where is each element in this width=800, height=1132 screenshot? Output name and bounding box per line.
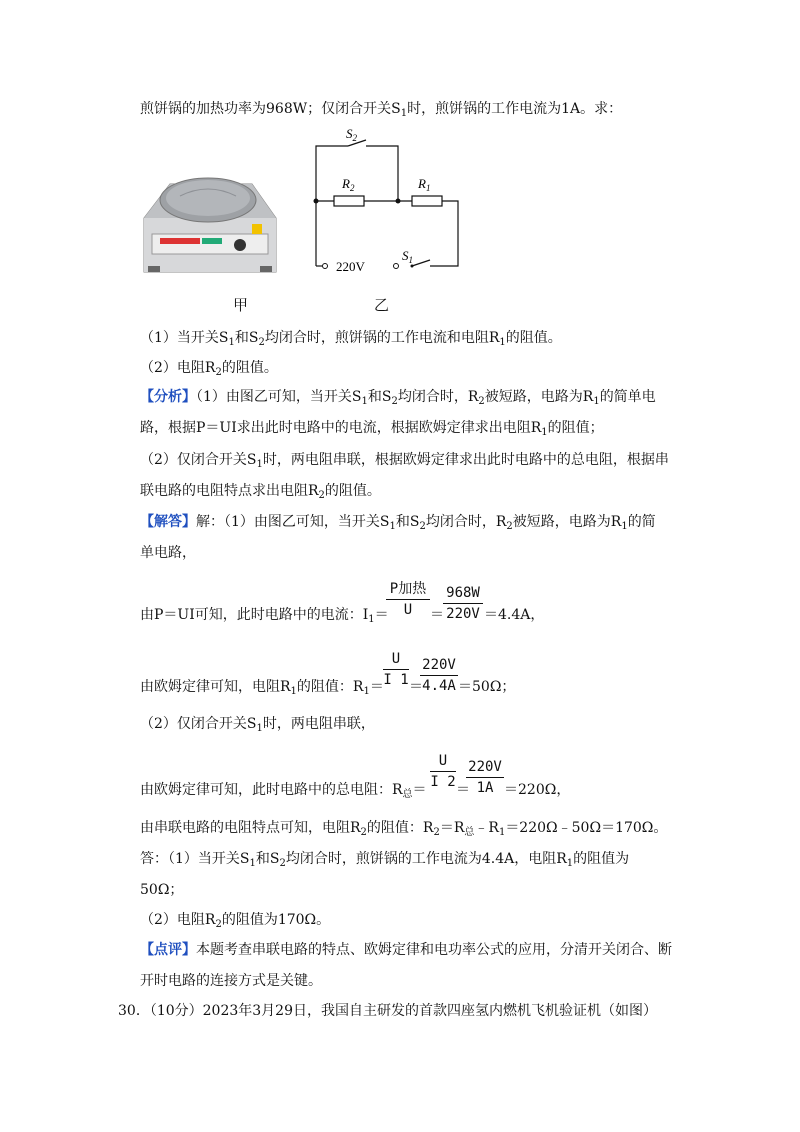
equation-total-eq: ＝: [456, 782, 470, 798]
equation-current: 由P＝UI可知，此时电路中的电流：$I_1=$: [140, 607, 389, 625]
comment-tag: 【点评】: [140, 942, 196, 958]
question-1: （1）当开关$S_1$和$S_2$均闭合时，煎饼锅的工作电流和电阻$R_1$的阻值。: [140, 330, 562, 348]
caption-jia: 甲: [233, 296, 249, 314]
answer-line-3: （2）电阻$R_2$的阻值为170Ω。: [140, 912, 331, 930]
analysis-tag: 【分析】: [140, 389, 196, 405]
analysis-line-4: 联电路的电阻特点求出电阻$R_2$的阻值。: [140, 483, 381, 501]
analysis-line-3: （2）仅闭合开关$S_1$时，两电阻串联，根据欧姆定律求出此时电路中的总电阻，根据串: [140, 452, 669, 470]
crepe-pan-image: [140, 160, 282, 278]
fraction-p-over-u: P加热 U: [386, 580, 430, 619]
equation-total-result: ＝220Ω，: [504, 782, 571, 798]
analysis-line-1: 【分析】（1）由图乙可知，当开关$S_1$和$S_2$均闭合时，$R_2$被短路，电路为$R_1$的简单电: [140, 389, 656, 407]
fraction-u-over-i2: U I 2: [430, 753, 456, 790]
solution-line-2: 单电路，: [140, 545, 196, 561]
fraction-220v-1a: 220V 1A: [466, 758, 504, 797]
equation-r1: 由欧姆定律可知，电阻$R_1$的阻值：$R_1=$: [140, 679, 384, 697]
fraction-220v-4-4a: 220V 4.4A: [420, 656, 458, 695]
equation-total-resistance: 由欧姆定律可知，此时电路中的总电阻：$R_总=$: [140, 782, 427, 800]
fraction-968w-220v: 968W 220V: [443, 584, 483, 623]
equation-current-result: ＝4.4A，: [484, 607, 545, 623]
label-s1: $S_1$: [402, 248, 413, 265]
caption-yi: 乙: [374, 296, 390, 314]
solution-tag: 【解答】: [140, 514, 196, 530]
intro-line: 煎饼锅的加热功率为968W；仅闭合开关$S_1$时，煎饼锅的工作电流为1A。求：: [140, 101, 623, 119]
comment-line-1: 【点评】本题考查串联电路的特点、欧姆定律和电功率公式的应用，分清开关闭合、断: [140, 942, 672, 958]
question-30: 30．（10分）2023年3月29日，我国自主研发的首款四座氢内燃机飞机验证机（如图）: [118, 1003, 657, 1019]
question-2: （2）电阻$R_2$的阻值。: [140, 360, 278, 378]
solution-line-4: 由串联电路的电阻特点可知，电阻$R_2$的阻值：$R_2=R_总﹣R_1=220\Omega﹣50\Omega=170\Omega$。: [140, 820, 668, 838]
analysis-line-2: 路，根据P＝UI求出此时电路中的电流，根据欧姆定律求出电阻$R_1$的阻值；: [140, 420, 604, 438]
solution-line-3: （2）仅闭合开关$S_1$时，两电阻串联，: [140, 716, 375, 734]
answer-line-2: 50Ω；: [140, 882, 184, 898]
label-r1: $R_1$: [418, 176, 431, 193]
label-r2: $R_2$: [342, 176, 355, 193]
comment-line-2: 开时电路的连接方式是关键。: [140, 973, 322, 989]
circuit-diagram: [308, 126, 468, 276]
equation-current-eq: ＝: [430, 607, 444, 623]
answer-line-1: 答：（1）当开关$S_1$和$S_2$均闭合时，煎饼锅的工作电流为4.4A，电阻$R_1$的阻值为: [140, 851, 630, 869]
label-s2: $S_2$: [346, 126, 357, 143]
label-voltage: 220V: [336, 259, 365, 274]
equation-r1-result: ＝50Ω；: [458, 679, 516, 695]
fraction-u-over-i1: U I 1: [383, 651, 409, 688]
solution-line-1: 【解答】解：（1）由图乙可知，当开关$S_1$和$S_2$均闭合时，$R_2$被短路，电路为$R_1$的简: [140, 514, 656, 532]
equation-r1-eq: ＝: [409, 679, 423, 695]
